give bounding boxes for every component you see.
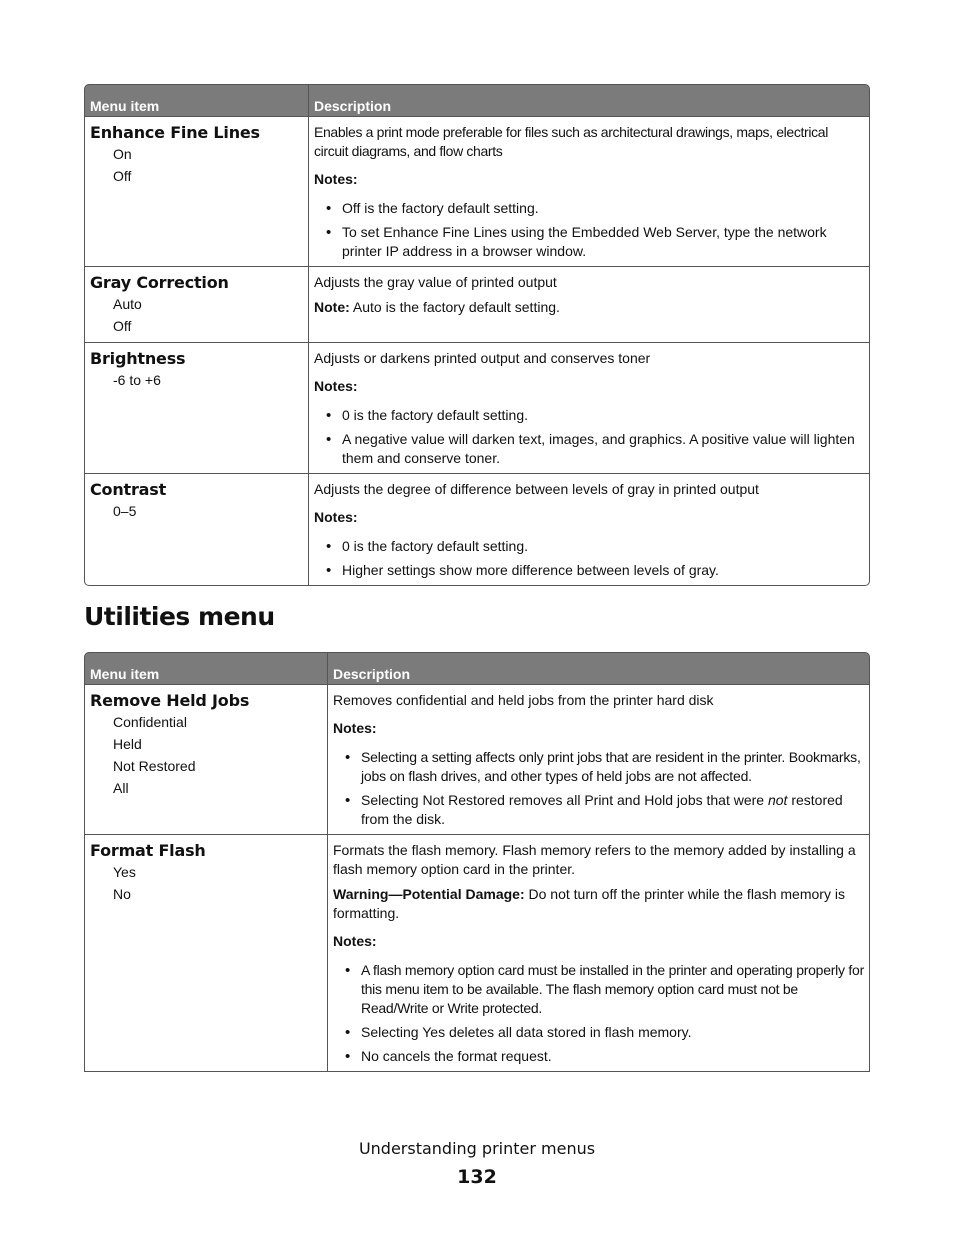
footer-title: Understanding printer menus — [358, 1139, 596, 1158]
description-header: Description — [328, 652, 870, 685]
description-cell — [309, 267, 870, 343]
note-item: • Off is the factory default setting. — [342, 199, 864, 218]
description-text: Adjusts or darkens printed output and conserves toner — [314, 350, 651, 366]
menu-item-name: Enhance Fine Lines — [90, 123, 260, 142]
menu-option: On — [113, 146, 132, 162]
notes-label: Notes: — [314, 378, 358, 394]
menu-item-name: Brightness — [90, 349, 186, 368]
note-item: • 0 is the factory default setting. — [342, 406, 864, 425]
table-header-row — [84, 652, 870, 685]
menu-option: 0–5 — [113, 503, 137, 519]
menu-option: -6 to +6 — [113, 372, 161, 388]
notes-label: Notes: — [314, 509, 358, 525]
menu-option: Off — [113, 318, 132, 334]
note-text: restored from the disk. — [361, 792, 843, 827]
description-text: Removes confidential and held jobs from the printer hard disk — [333, 692, 714, 708]
note-item: • A flash memory option card must be installed in the printer and operating properly for this menu item to be available. The flash memory option card must not be Read/Write or Write protected. — [361, 961, 864, 1018]
description-cell — [309, 474, 870, 586]
description-text: Adjusts the degree of difference between levels of gray in printed output — [314, 481, 759, 497]
menu-item-cell — [84, 343, 309, 474]
note-text: Auto is the factory default setting. — [352, 299, 560, 315]
menu-item-cell — [84, 685, 328, 835]
menu-option: No — [113, 886, 131, 902]
notes-list — [314, 406, 864, 468]
notes-label: Notes: — [333, 720, 377, 736]
note-text: Selecting Not Restored removes all Print and Hold jobs that were — [361, 792, 768, 808]
table-row — [84, 117, 870, 267]
menu-option: Not Restored — [113, 758, 196, 774]
page-number: 132 — [457, 1166, 497, 1188]
table-header-row — [84, 84, 870, 117]
section-title: Utilities menu — [84, 602, 275, 631]
utilities-menu-table — [84, 652, 870, 1072]
notes-label: Notes: — [314, 171, 358, 187]
menu-item-name: Remove Held Jobs — [90, 691, 250, 710]
description-text: Adjusts the gray value of printed output — [314, 274, 557, 290]
description-text: Formats the flash memory. Flash memory refers to the memory added by installing a flash memory option card in the printer. — [333, 842, 856, 877]
menu-option: Auto — [113, 296, 142, 312]
description-cell — [309, 117, 870, 267]
menu-item-name: Contrast — [90, 480, 167, 499]
warning-paragraph — [333, 885, 864, 923]
notes-list — [333, 748, 864, 829]
menu-option: Off — [113, 168, 132, 184]
note-item: • To set Enhance Fine Lines using the Embedded Web Server, type the network printer IP address in a browser window. — [342, 223, 864, 261]
description-text: Enables a print mode preferable for files such as architectural drawings, maps, electrical circuit diagrams, and flow charts — [314, 124, 828, 159]
table-row — [84, 685, 870, 835]
description-header: Description — [309, 84, 870, 117]
table-row — [84, 267, 870, 343]
menu-item-cell — [84, 835, 328, 1072]
note-item: • 0 is the factory default setting. — [342, 537, 864, 556]
table-row — [84, 474, 870, 586]
notes-list — [314, 199, 864, 261]
note-paragraph — [314, 298, 864, 317]
menu-option: All — [113, 780, 129, 796]
description-cell — [309, 343, 870, 474]
menu-option: Yes — [113, 864, 136, 880]
description-cell — [328, 835, 870, 1072]
table-row — [84, 835, 870, 1072]
note-label: Note: — [314, 299, 350, 315]
note-item — [361, 791, 864, 829]
warning-label: Warning—Potential Damage: — [333, 886, 525, 902]
note-item: • Selecting a setting affects only print jobs that are resident in the printer. Bookmarks, jobs on flash drives, and other types of held jobs are not affected. — [361, 748, 864, 786]
menu-item-header: Menu item — [84, 652, 328, 685]
warning-text: Do not turn off the printer while the flash memory is formatting. — [333, 886, 845, 921]
note-emphasis: not — [767, 792, 788, 808]
menu-item-name: Gray Correction — [90, 273, 229, 292]
display-menu-table — [84, 84, 870, 586]
menu-item-cell — [84, 474, 309, 586]
menu-item-header: Menu item — [84, 84, 309, 117]
table-row — [84, 343, 870, 474]
description-cell — [328, 685, 870, 835]
notes-list — [314, 537, 864, 580]
notes-label: Notes: — [333, 933, 377, 949]
note-item: • Selecting Yes deletes all data stored in flash memory. — [361, 1023, 864, 1042]
menu-item-cell — [84, 267, 309, 343]
note-item: • A negative value will darken text, images, and graphics. A positive value will lighten them and conserve toner. — [342, 430, 864, 468]
note-item: • Higher settings show more difference between levels of gray. — [342, 561, 864, 580]
menu-option: Confidential — [113, 714, 187, 730]
menu-item-name: Format Flash — [90, 841, 206, 860]
menu-item-cell — [84, 117, 309, 267]
menu-option: Held — [113, 736, 142, 752]
notes-list — [333, 961, 864, 1066]
note-item: • No cancels the format request. — [361, 1047, 864, 1066]
